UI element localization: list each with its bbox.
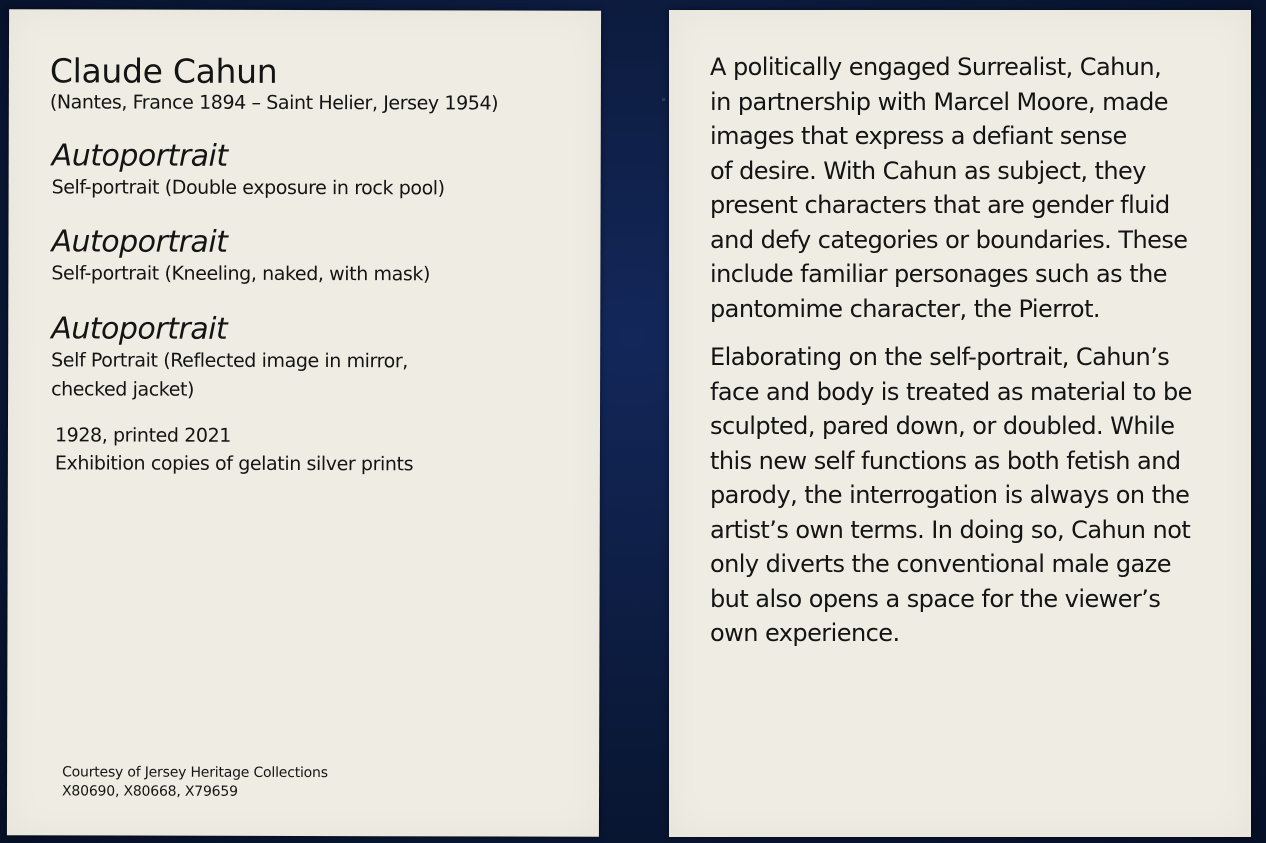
text-line: and defy categories or boundaries. These — [710, 225, 1188, 254]
work-entry — [52, 139, 572, 203]
work-title: Autoportrait — [51, 224, 228, 260]
text-line: this new self functions as both fetish and — [710, 446, 1181, 475]
text-line: in partnership with Marcel Moore, made — [710, 87, 1168, 116]
wall-mark — [662, 98, 665, 101]
text-line: pantomime character, the Pierrot. — [710, 294, 1101, 323]
text-line: own experience. — [710, 619, 900, 647]
text-line: parody, the interrogation is always on the — [710, 481, 1190, 509]
interpretive-text-card — [669, 10, 1251, 837]
text-line: present characters that are gender fluid — [710, 191, 1170, 219]
work-title: Autoportrait — [51, 138, 228, 174]
text-line: images that express a defiant sense — [710, 122, 1127, 150]
work-description: Self-portrait (Double exposure in rock pool) — [51, 176, 445, 200]
work-entry — [51, 312, 571, 405]
accession-numbers: X80690, X80668, X79659 — [62, 783, 238, 800]
text-line: of desire. With Cahun as subject, they — [710, 156, 1146, 185]
work-description: Self-portrait (Kneeling, naked, with mask) — [51, 262, 431, 286]
text-line: include familiar personages such as the — [710, 260, 1167, 288]
date-medium-block — [55, 421, 413, 478]
text-line: sculpted, pared down, or doubled. While — [710, 412, 1175, 440]
artist-dates: (Nantes, France 1894 – Saint Helier, Jersey 1954) — [49, 91, 499, 115]
essay-text — [710, 50, 1230, 665]
work-title: Autoportrait — [51, 311, 228, 347]
text-line: A politically engaged Surrealist, Cahun, — [710, 53, 1162, 81]
text-line: only diverts the conventional male gaze — [710, 550, 1171, 578]
work-date: 1928, printed 2021 — [54, 424, 232, 447]
text-line: Elaborating on the self-portrait, Cahun’s — [710, 343, 1170, 371]
object-label-card — [7, 9, 601, 837]
work-description: Self Portrait (Reflected image in mirror, checked jacket) — [51, 349, 408, 401]
artist-name: Claude Cahun — [49, 51, 278, 91]
credit-block — [62, 763, 328, 802]
essay-paragraph — [710, 340, 1230, 651]
work-entry — [51, 225, 571, 289]
credit-line: Courtesy of Jersey Heritage Collections — [62, 764, 328, 782]
text-line: artist’s own terms. In doing so, Cahun not — [710, 515, 1191, 544]
text-line: face and body is treated as material to be — [710, 377, 1192, 406]
essay-paragraph — [710, 50, 1230, 326]
text-line: but also opens a space for the viewer’s — [710, 584, 1161, 613]
work-medium: Exhibition copies of gelatin silver prints — [54, 452, 414, 476]
